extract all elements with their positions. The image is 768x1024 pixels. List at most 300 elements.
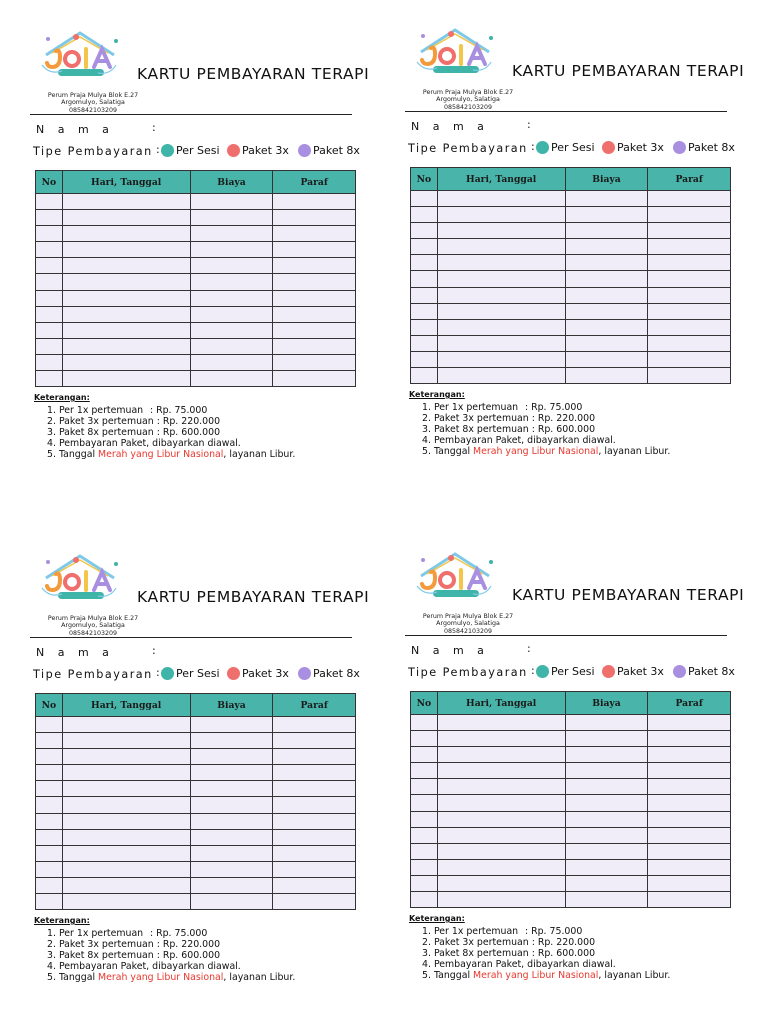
option-per-sesi[interactable] <box>161 144 220 157</box>
table-cell[interactable] <box>273 258 356 274</box>
purple-circle-icon <box>673 665 686 678</box>
table-cell[interactable] <box>648 223 731 239</box>
table-cell[interactable] <box>411 715 438 731</box>
table-row <box>36 322 356 338</box>
table-cell[interactable] <box>190 226 273 242</box>
table-cell[interactable] <box>411 287 438 303</box>
table-cell[interactable] <box>62 371 190 387</box>
note-number: 5. <box>422 445 431 457</box>
tipe-colon: : <box>156 143 160 156</box>
table-cell[interactable] <box>411 763 438 779</box>
table-row <box>36 765 356 781</box>
note-number: 1. <box>47 928 56 939</box>
option-paket-8x[interactable] <box>298 144 360 157</box>
table-cell[interactable] <box>437 731 565 747</box>
table-cell[interactable] <box>273 210 356 226</box>
table-cell[interactable] <box>565 779 648 795</box>
divider <box>405 111 727 112</box>
table-cell[interactable] <box>36 845 63 861</box>
table-cell[interactable] <box>648 271 731 287</box>
table-cell[interactable] <box>437 811 565 827</box>
table-cell[interactable] <box>36 290 63 306</box>
table-cell[interactable] <box>36 749 63 765</box>
table-row <box>36 306 356 322</box>
table-cell[interactable] <box>565 239 648 255</box>
table-cell[interactable] <box>36 322 63 338</box>
table-cell[interactable] <box>648 747 731 763</box>
table-cell[interactable] <box>62 733 190 749</box>
table-cell[interactable] <box>190 845 273 861</box>
keterangan-title: Keterangan: <box>34 916 90 925</box>
table-cell[interactable] <box>411 892 438 908</box>
table-cell[interactable] <box>411 335 438 351</box>
table-row <box>411 351 731 367</box>
table-cell[interactable] <box>565 795 648 811</box>
note-value: Rp. 600.000 <box>162 426 221 438</box>
note-value: Rp. 75.000 <box>531 402 583 413</box>
table-cell[interactable] <box>190 894 273 910</box>
table-cell[interactable] <box>411 207 438 223</box>
table-cell[interactable] <box>411 811 438 827</box>
card-title: KARTU PEMBAYARAN TERAPI <box>512 62 745 80</box>
table-cell[interactable] <box>62 813 190 829</box>
option-paket-3x[interactable] <box>227 144 289 157</box>
table-cell[interactable] <box>648 303 731 319</box>
note-sep: : <box>524 926 529 937</box>
address-line: Argomulyo, Salatiga <box>61 99 125 107</box>
table-cell[interactable] <box>62 354 190 370</box>
table-cell[interactable] <box>411 303 438 319</box>
table-cell[interactable] <box>565 843 648 859</box>
table-cell[interactable] <box>36 781 63 797</box>
table-cell[interactable] <box>565 207 648 223</box>
option-paket-8x[interactable] <box>298 667 360 680</box>
header-paraf: Paraf <box>273 171 356 194</box>
table-cell[interactable] <box>565 223 648 239</box>
table-cell[interactable] <box>190 210 273 226</box>
table-cell[interactable] <box>411 223 438 239</box>
tipe-pembayaran-label: Tipe Pembayaran <box>408 142 528 155</box>
table-cell[interactable] <box>62 877 190 893</box>
table-cell[interactable] <box>565 731 648 747</box>
note-number: 1. <box>422 926 431 937</box>
table-cell[interactable] <box>437 335 565 351</box>
table-cell[interactable] <box>273 861 356 877</box>
tipe-pembayaran-label: Tipe Pembayaran <box>408 666 528 679</box>
note-value: Rp. 75.000 <box>156 928 208 939</box>
table-cell[interactable] <box>36 354 63 370</box>
table-cell[interactable] <box>36 877 63 893</box>
table-cell[interactable] <box>62 338 190 354</box>
table-cell[interactable] <box>273 781 356 797</box>
table-cell[interactable] <box>36 194 63 210</box>
table-cell[interactable] <box>273 845 356 861</box>
table-cell[interactable] <box>190 877 273 893</box>
table-cell[interactable] <box>437 843 565 859</box>
option-paket-3x[interactable] <box>602 665 664 678</box>
table-cell[interactable] <box>273 242 356 258</box>
table-cell[interactable] <box>190 765 273 781</box>
table-row <box>36 354 356 370</box>
table-cell[interactable] <box>565 351 648 367</box>
table-row <box>36 338 356 354</box>
table-cell[interactable] <box>648 779 731 795</box>
table-cell[interactable] <box>565 747 648 763</box>
table-cell[interactable] <box>437 319 565 335</box>
table-cell[interactable] <box>437 859 565 875</box>
table-cell[interactable] <box>190 306 273 322</box>
note-number: 2. <box>47 938 56 950</box>
table-cell[interactable] <box>62 861 190 877</box>
note-label: Paket 8x pertemuan <box>58 426 154 438</box>
table-cell[interactable] <box>648 207 731 223</box>
table-cell[interactable] <box>36 371 63 387</box>
table-cell[interactable] <box>437 747 565 763</box>
table-cell[interactable] <box>36 813 63 829</box>
table-cell[interactable] <box>411 271 438 287</box>
table-cell[interactable] <box>273 354 356 370</box>
table-cell[interactable] <box>62 210 190 226</box>
table-cell[interactable] <box>648 763 731 779</box>
note-sep: : <box>156 949 160 961</box>
address-line: Perum Praja Mulya Blok E.27 <box>47 615 139 622</box>
note-value: Rp. 220.000 <box>537 412 596 424</box>
table-cell[interactable] <box>36 242 63 258</box>
note-value: Rp. 220.000 <box>162 415 221 427</box>
table-cell[interactable] <box>648 368 731 384</box>
note-sep: : <box>531 936 535 948</box>
table-cell[interactable] <box>565 811 648 827</box>
table-cell[interactable] <box>437 763 565 779</box>
purple-circle-icon <box>298 667 311 680</box>
note-number: 1. <box>47 405 56 416</box>
table-header-row <box>36 171 356 194</box>
table-cell[interactable] <box>411 239 438 255</box>
note-red-text: Merah yang Libur Nasional <box>473 445 599 457</box>
payment-card-4 <box>405 546 750 1006</box>
nama-colon: : <box>152 121 156 134</box>
table-cell[interactable] <box>411 795 438 811</box>
table-cell[interactable] <box>273 306 356 322</box>
table-cell[interactable] <box>62 717 190 733</box>
table-cell[interactable] <box>411 859 438 875</box>
table-row <box>411 875 731 891</box>
red-circle-icon <box>602 665 615 678</box>
note-value: Rp. 600.000 <box>537 947 596 959</box>
table-cell[interactable] <box>273 274 356 290</box>
table-cell[interactable] <box>565 892 648 908</box>
table-cell[interactable] <box>62 258 190 274</box>
table-cell[interactable] <box>273 765 356 781</box>
table-cell[interactable] <box>411 731 438 747</box>
table-cell[interactable] <box>190 274 273 290</box>
option-label: Per Sesi <box>551 141 595 154</box>
payment-card-3 <box>30 548 375 1008</box>
table-cell[interactable] <box>648 191 731 207</box>
table-cell[interactable] <box>437 715 565 731</box>
nama-label: N a m a <box>411 644 489 657</box>
red-circle-icon <box>227 667 240 680</box>
header-no: No <box>36 171 63 194</box>
table-cell[interactable] <box>273 717 356 733</box>
table-cell[interactable] <box>62 845 190 861</box>
table-cell[interactable] <box>273 749 356 765</box>
table-cell[interactable] <box>565 335 648 351</box>
table-cell[interactable] <box>648 731 731 747</box>
option-paket-3x[interactable] <box>602 141 664 154</box>
table-cell[interactable] <box>273 894 356 910</box>
table-cell[interactable] <box>411 191 438 207</box>
note-red-text: Merah yang Libur Nasional <box>473 969 599 981</box>
option-label: Per Sesi <box>551 665 595 678</box>
table-cell[interactable] <box>36 717 63 733</box>
table-row <box>411 335 731 351</box>
table-cell[interactable] <box>437 351 565 367</box>
table-row <box>36 210 356 226</box>
table-cell[interactable] <box>62 194 190 210</box>
table-cell[interactable] <box>62 829 190 845</box>
note-label: Paket 3x pertemuan <box>58 938 154 950</box>
table-cell[interactable] <box>36 258 63 274</box>
nama-colon: : <box>527 118 531 131</box>
table-cell[interactable] <box>36 797 63 813</box>
table-cell[interactable] <box>437 779 565 795</box>
nama-label: N a m a <box>36 123 114 136</box>
table-cell[interactable] <box>273 371 356 387</box>
note-sep: : <box>156 938 160 950</box>
option-per-sesi[interactable] <box>536 665 595 678</box>
table-cell[interactable] <box>190 797 273 813</box>
table-cell[interactable] <box>648 811 731 827</box>
table-cell[interactable] <box>273 322 356 338</box>
table-cell[interactable] <box>62 765 190 781</box>
note-number: 4. <box>422 958 431 970</box>
address-line: Argomulyo, Salatiga <box>436 620 500 628</box>
table-cell[interactable] <box>565 827 648 843</box>
table-cell[interactable] <box>437 303 565 319</box>
table-row <box>36 733 356 749</box>
table-cell[interactable] <box>565 271 648 287</box>
table-cell[interactable] <box>565 715 648 731</box>
table-cell[interactable] <box>411 351 438 367</box>
table-cell[interactable] <box>565 255 648 271</box>
table-cell[interactable] <box>62 894 190 910</box>
table-cell[interactable] <box>190 371 273 387</box>
table-cell[interactable] <box>62 797 190 813</box>
table-cell[interactable] <box>437 827 565 843</box>
table-cell[interactable] <box>411 843 438 859</box>
table-cell[interactable] <box>273 338 356 354</box>
phone-number: 085842103209 <box>68 106 118 114</box>
table-cell[interactable] <box>411 747 438 763</box>
table-cell[interactable] <box>648 843 731 859</box>
table-cell[interactable] <box>190 194 273 210</box>
table-cell[interactable] <box>36 894 63 910</box>
table-cell[interactable] <box>437 255 565 271</box>
table-cell[interactable] <box>648 875 731 891</box>
note-value: Rp. 75.000 <box>531 926 583 937</box>
table-cell[interactable] <box>36 733 63 749</box>
table-row <box>411 715 731 731</box>
note-label: Paket 3x pertemuan <box>433 412 529 424</box>
note-text: Pembayaran Paket, dibayarkan diawal. <box>58 437 241 449</box>
address-line: Argomulyo, Salatiga <box>436 96 500 104</box>
table-cell[interactable] <box>190 813 273 829</box>
table-cell[interactable] <box>648 715 731 731</box>
table-cell[interactable] <box>190 861 273 877</box>
table-cell[interactable] <box>190 258 273 274</box>
table-cell[interactable] <box>437 287 565 303</box>
table-cell[interactable] <box>190 290 273 306</box>
note-label: Paket 8x pertemuan <box>433 947 529 959</box>
table-cell[interactable] <box>62 242 190 258</box>
note-label: Paket 8x pertemuan <box>58 949 154 961</box>
table-cell[interactable] <box>648 319 731 335</box>
table-row <box>411 303 731 319</box>
notes-list <box>47 406 295 461</box>
note-label: Paket 3x pertemuan <box>433 936 529 948</box>
table-cell[interactable] <box>437 892 565 908</box>
table-cell[interactable] <box>565 859 648 875</box>
table-cell[interactable] <box>273 226 356 242</box>
table-row <box>411 271 731 287</box>
table-cell[interactable] <box>437 207 565 223</box>
table-cell[interactable] <box>648 827 731 843</box>
table-cell[interactable] <box>62 781 190 797</box>
table-cell[interactable] <box>273 290 356 306</box>
note-label: Paket 3x pertemuan <box>58 415 154 427</box>
note-number: 3. <box>47 426 56 438</box>
table-cell[interactable] <box>273 877 356 893</box>
table-cell[interactable] <box>36 829 63 845</box>
option-paket-3x[interactable] <box>227 667 289 680</box>
table-cell[interactable] <box>648 335 731 351</box>
table-cell[interactable] <box>36 210 63 226</box>
note-text: Pembayaran Paket, dibayarkan diawal. <box>433 434 616 446</box>
table-cell[interactable] <box>62 749 190 765</box>
table-cell[interactable] <box>190 338 273 354</box>
payment-card-1 <box>30 25 375 485</box>
note-sep: : <box>149 405 154 416</box>
table-cell[interactable] <box>411 368 438 384</box>
table-cell[interactable] <box>648 892 731 908</box>
table-cell[interactable] <box>62 226 190 242</box>
option-per-sesi[interactable] <box>161 667 220 680</box>
table-cell[interactable] <box>411 319 438 335</box>
table-cell[interactable] <box>411 875 438 891</box>
table-cell[interactable] <box>36 306 63 322</box>
divider <box>30 637 352 638</box>
table-cell[interactable] <box>437 271 565 287</box>
table-cell[interactable] <box>648 287 731 303</box>
table-cell[interactable] <box>411 827 438 843</box>
joia-logo-image <box>36 29 124 81</box>
address-block <box>38 92 148 114</box>
table-cell[interactable] <box>273 797 356 813</box>
teal-circle-icon <box>161 144 174 157</box>
header-paraf: Paraf <box>648 692 731 715</box>
table-cell[interactable] <box>437 223 565 239</box>
note-text: , layanan Libur. <box>223 448 296 460</box>
table-cell[interactable] <box>62 290 190 306</box>
table-cell[interactable] <box>565 763 648 779</box>
table-cell[interactable] <box>411 779 438 795</box>
teal-circle-icon <box>536 141 549 154</box>
address-line: Argomulyo, Salatiga <box>61 622 125 630</box>
table-cell[interactable] <box>36 338 63 354</box>
table-row <box>36 371 356 387</box>
table-cell[interactable] <box>273 813 356 829</box>
table-cell[interactable] <box>36 274 63 290</box>
header-hari-tanggal: Hari, Tanggal <box>437 692 565 715</box>
teal-circle-icon <box>161 667 174 680</box>
table-cell[interactable] <box>36 226 63 242</box>
table-cell[interactable] <box>190 717 273 733</box>
option-paket-8x[interactable] <box>673 665 735 678</box>
table-cell[interactable] <box>565 368 648 384</box>
note-text: Pembayaran Paket, dibayarkan diawal. <box>433 958 616 970</box>
header-paraf: Paraf <box>648 168 731 191</box>
table-cell[interactable] <box>648 255 731 271</box>
option-paket-8x[interactable] <box>673 141 735 154</box>
table-row <box>36 781 356 797</box>
table-cell[interactable] <box>565 287 648 303</box>
option-per-sesi[interactable] <box>536 141 595 154</box>
table-cell[interactable] <box>190 749 273 765</box>
table-cell[interactable] <box>36 765 63 781</box>
table-cell[interactable] <box>273 733 356 749</box>
note-value: Rp. 220.000 <box>162 938 221 950</box>
table-cell[interactable] <box>565 191 648 207</box>
table-cell[interactable] <box>62 322 190 338</box>
table-cell[interactable] <box>62 274 190 290</box>
table-cell[interactable] <box>62 306 190 322</box>
table-cell[interactable] <box>437 191 565 207</box>
note-label: Per 1x pertemuan <box>58 405 144 416</box>
tipe-pembayaran-label: Tipe Pembayaran <box>33 145 153 158</box>
table-cell[interactable] <box>437 239 565 255</box>
table-cell[interactable] <box>648 239 731 255</box>
note-red-text: Merah yang Libur Nasional <box>98 971 224 983</box>
table-row <box>36 258 356 274</box>
table-row <box>411 763 731 779</box>
table-cell[interactable] <box>565 303 648 319</box>
table-cell[interactable] <box>411 255 438 271</box>
table-cell[interactable] <box>190 322 273 338</box>
note-text: Tanggal <box>433 445 474 457</box>
table-cell[interactable] <box>273 829 356 845</box>
table-cell[interactable] <box>648 859 731 875</box>
table-cell[interactable] <box>36 861 63 877</box>
table-cell[interactable] <box>565 875 648 891</box>
header-biaya: Biaya <box>565 168 648 191</box>
table-cell[interactable] <box>190 733 273 749</box>
table-cell[interactable] <box>190 354 273 370</box>
table-row <box>36 845 356 861</box>
table-cell[interactable] <box>273 194 356 210</box>
red-circle-icon <box>227 144 240 157</box>
table-cell[interactable] <box>648 351 731 367</box>
table-cell[interactable] <box>190 781 273 797</box>
table-cell[interactable] <box>437 875 565 891</box>
table-cell[interactable] <box>437 795 565 811</box>
table-cell[interactable] <box>648 795 731 811</box>
table-cell[interactable] <box>190 242 273 258</box>
table-cell[interactable] <box>437 368 565 384</box>
table-cell[interactable] <box>190 829 273 845</box>
phone-number: 085842103209 <box>68 629 118 637</box>
table-cell[interactable] <box>565 319 648 335</box>
